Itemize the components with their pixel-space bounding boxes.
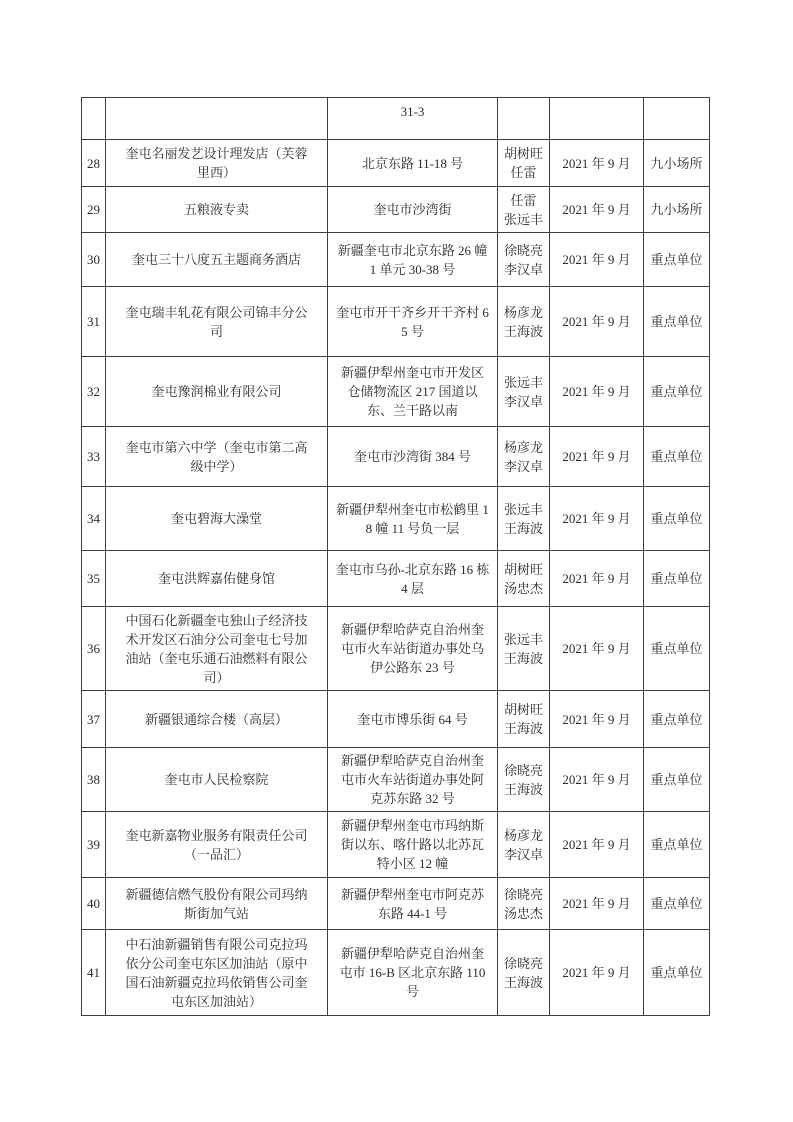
table-row [82, 487, 710, 551]
person-name: 任雷 [510, 192, 537, 208]
date-cell: 2021 年 9 月 [550, 607, 644, 691]
date-cell: 2021 年 9 月 [550, 930, 644, 1016]
person-name: 王海波 [503, 520, 543, 536]
category-cell: 重点单位 [644, 812, 710, 878]
category-cell: 重点单位 [644, 427, 710, 487]
unit-name-cell: 奎屯名丽发艺设计理发店（芙蓉里西） [106, 140, 328, 187]
address-cell: 奎屯市沙湾街 [328, 187, 498, 233]
person-name: 杨彦龙 [503, 827, 543, 843]
row-number-cell [82, 98, 106, 140]
unit-name-cell [106, 98, 328, 140]
category-cell: 重点单位 [644, 287, 710, 357]
unit-name-cell: 奎屯豫润棉业有限公司 [106, 357, 328, 427]
person-name: 张远丰 [503, 631, 543, 647]
person-name: 李汉卓 [503, 458, 543, 474]
persons-cell [498, 187, 550, 233]
date-cell: 2021 年 9 月 [550, 287, 644, 357]
person-name: 王海波 [503, 781, 543, 797]
person-name: 王海波 [503, 323, 543, 339]
address-cell: 奎屯市开干齐乡开干齐村 65 号 [328, 287, 498, 357]
person-name: 汤忠杰 [503, 905, 543, 921]
persons-cell [498, 140, 550, 187]
persons-cell [498, 357, 550, 427]
unit-name-cell: 中石油新疆销售有限公司克拉玛依分公司奎屯东区加油站（原中国石油新疆克拉玛依销售公司奎屯东区加油站） [106, 930, 328, 1016]
persons-cell [498, 233, 550, 287]
person-name: 胡树旺 [503, 146, 543, 161]
row-number-cell: 31 [82, 287, 106, 357]
table-row [82, 607, 710, 691]
person-name: 汤忠杰 [503, 580, 543, 596]
row-number-cell: 36 [82, 607, 106, 691]
row-number-cell: 40 [82, 878, 106, 930]
unit-name-cell: 奎屯三十八度五主题商务酒店 [106, 233, 328, 287]
table-row [82, 357, 710, 427]
date-cell: 2021 年 9 月 [550, 140, 644, 187]
persons-cell [498, 427, 550, 487]
unit-name-cell: 奎屯市人民检察院 [106, 748, 328, 812]
date-cell: 2021 年 9 月 [550, 551, 644, 607]
table-row [82, 140, 710, 187]
person-name: 胡树旺 [503, 702, 543, 717]
category-cell: 九小场所 [644, 140, 710, 187]
address-cell: 奎屯市沙湾街 384 号 [328, 427, 498, 487]
category-cell [644, 98, 710, 140]
address-cell: 新疆伊犁州奎屯市开发区仓储物流区 217 国道以东、兰干路以南 [328, 357, 498, 427]
person-name: 张远丰 [503, 501, 543, 517]
address-cell: 新疆伊犁哈萨克自治州奎屯市火车站街道办事处阿克苏东路 32 号 [328, 748, 498, 812]
row-number-cell: 35 [82, 551, 106, 607]
table-row [82, 551, 710, 607]
row-number-cell: 28 [82, 140, 106, 187]
units-table [81, 97, 710, 1016]
address-cell: 新疆伊犁州奎屯市松鹤里 18 幢 11 号负一层 [328, 487, 498, 551]
address-cell: 新疆伊犁哈萨克自治州奎屯市火车站街道办事处乌伊公路东 23 号 [328, 607, 498, 691]
date-cell: 2021 年 9 月 [550, 427, 644, 487]
address-cell: 奎屯市博乐街 64 号 [328, 691, 498, 748]
persons-cell [498, 607, 550, 691]
category-cell: 重点单位 [644, 878, 710, 930]
person-name: 王海波 [503, 721, 543, 736]
category-cell: 九小场所 [644, 187, 710, 233]
unit-name-cell: 奎屯新嘉物业服务有限责任公司（一品汇） [106, 812, 328, 878]
address-cell: 31-3 [328, 98, 498, 140]
persons-cell [498, 930, 550, 1016]
date-cell: 2021 年 9 月 [550, 748, 644, 812]
row-number-cell: 37 [82, 691, 106, 748]
date-cell: 2021 年 9 月 [550, 878, 644, 930]
persons-cell [498, 487, 550, 551]
unit-name-cell: 奎屯碧海大澡堂 [106, 487, 328, 551]
date-cell: 2021 年 9 月 [550, 812, 644, 878]
category-cell: 重点单位 [644, 233, 710, 287]
person-name: 杨彦龙 [503, 439, 543, 455]
category-cell: 重点单位 [644, 357, 710, 427]
persons-cell [498, 691, 550, 748]
address-cell: 新疆伊犁州奎屯市玛纳斯街以东、喀什路以北苏瓦特小区 12 幢 [328, 812, 498, 878]
table-row [82, 748, 710, 812]
table-row [82, 878, 710, 930]
date-cell: 2021 年 9 月 [550, 187, 644, 233]
category-cell: 重点单位 [644, 930, 710, 1016]
category-cell: 重点单位 [644, 607, 710, 691]
table-row [82, 287, 710, 357]
unit-name-cell: 奎屯瑞丰轧花有限公司锦丰分公司 [106, 287, 328, 357]
person-name: 徐晓亮 [503, 762, 543, 778]
person-name: 李汉卓 [503, 393, 543, 409]
table-row [82, 930, 710, 1016]
address-cell: 新疆伊犁哈萨克自治州奎屯市 16-B 区北京东路 110 号 [328, 930, 498, 1016]
person-name: 张远丰 [503, 211, 543, 227]
category-cell: 重点单位 [644, 748, 710, 812]
person-name: 徐晓亮 [503, 955, 543, 971]
row-number-cell: 33 [82, 427, 106, 487]
category-cell: 重点单位 [644, 487, 710, 551]
unit-name-cell: 新疆德信燃气股份有限公司玛纳斯街加气站 [106, 878, 328, 930]
category-cell: 重点单位 [644, 691, 710, 748]
date-cell [550, 98, 644, 140]
persons-cell [498, 98, 550, 140]
persons-cell [498, 812, 550, 878]
persons-cell [498, 551, 550, 607]
person-name: 任雷 [510, 165, 537, 180]
address-cell: 新疆伊犁州奎屯市阿克苏东路 44-1 号 [328, 878, 498, 930]
row-number-cell: 41 [82, 930, 106, 1016]
table-row [82, 812, 710, 878]
date-cell: 2021 年 9 月 [550, 691, 644, 748]
persons-cell [498, 748, 550, 812]
person-name: 张远丰 [503, 374, 543, 390]
row-number-cell: 30 [82, 233, 106, 287]
persons-cell [498, 878, 550, 930]
row-number-cell: 39 [82, 812, 106, 878]
person-name: 杨彦龙 [503, 304, 543, 320]
date-cell: 2021 年 9 月 [550, 357, 644, 427]
unit-name-cell: 奎屯市第六中学（奎屯市第二高级中学） [106, 427, 328, 487]
unit-name-cell: 奎屯洪辉嘉佑健身馆 [106, 551, 328, 607]
row-number-cell: 29 [82, 187, 106, 233]
row-number-cell: 38 [82, 748, 106, 812]
unit-name-cell: 中国石化新疆奎屯独山子经济技术开发区石油分公司奎屯七号加油站（奎屯乐通石油燃料有限公司） [106, 607, 328, 691]
table-row-continuation [82, 98, 710, 140]
table-row [82, 233, 710, 287]
person-name: 胡树旺 [503, 561, 543, 577]
address-cell: 北京东路 11-18 号 [328, 140, 498, 187]
person-name: 李汉卓 [503, 846, 543, 862]
table-row [82, 427, 710, 487]
table-row [82, 691, 710, 748]
person-name: 徐晓亮 [503, 242, 543, 258]
persons-cell [498, 287, 550, 357]
address-cell: 新疆奎屯市北京东路 26 幢 1 单元 30-38 号 [328, 233, 498, 287]
person-name: 王海波 [503, 974, 543, 990]
unit-name-cell: 五粮液专卖 [106, 187, 328, 233]
address-cell: 奎屯市乌孙-北京东路 16 栋 4 层 [328, 551, 498, 607]
row-number-cell: 34 [82, 487, 106, 551]
row-number-cell: 32 [82, 357, 106, 427]
table-row [82, 187, 710, 233]
date-cell: 2021 年 9 月 [550, 233, 644, 287]
person-name: 李汉卓 [503, 261, 543, 277]
unit-name-cell: 新疆银通综合楼（高层） [106, 691, 328, 748]
person-name: 徐晓亮 [503, 886, 543, 902]
category-cell: 重点单位 [644, 551, 710, 607]
date-cell: 2021 年 9 月 [550, 487, 644, 551]
person-name: 王海波 [503, 650, 543, 666]
